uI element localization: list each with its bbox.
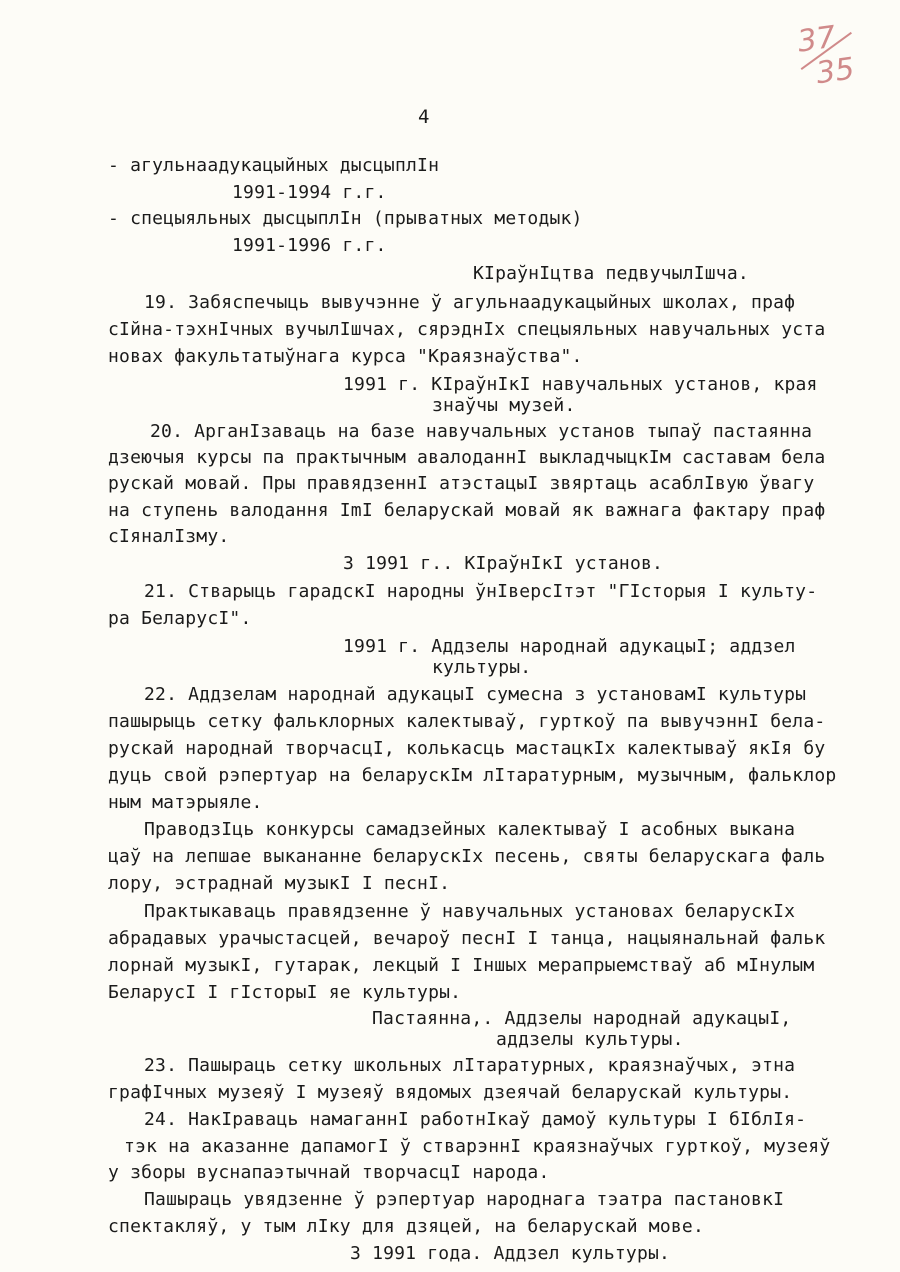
text-line: 21. Стварыць гарадскI народны ўнIверсIтэт "ГIсторыя I культу- xyxy=(144,581,818,602)
text-line: сIяналIзму. xyxy=(108,526,230,547)
text-line: 22. Аддзелам народнай адукацыI сумесна з установамI культуры xyxy=(144,684,807,705)
text-line: З 1991 г.. КIраўнIкI установ. xyxy=(343,553,664,574)
text-line: 1991-1994 г.г. xyxy=(232,182,387,203)
text-line: - агульнаадукацыйных дысцыплIн xyxy=(108,155,440,176)
text-line: культуры. xyxy=(432,657,532,678)
text-line: 24. НакIраваць намаганнI работнIкаў дамоў культуры I бIблIя- xyxy=(144,1109,807,1130)
text-line: графIчных музеяў I музеяў вядомых дзеячай беларускай культуры. xyxy=(108,1082,793,1103)
text-line: БеларусI I гIсторыI яе культуры. xyxy=(108,982,462,1003)
text-line: сIйна-тэхнIчных вучылIшчах, сярэднIх спецыяльных навучальных уста xyxy=(108,319,826,340)
text-line: знаўчы музей. xyxy=(432,395,576,416)
text-line: 20. АрганIзаваць на базе навучальных установ тыпаў пастаянна xyxy=(150,421,813,442)
text-line: 1991 г. КIраўнIкI навучальных установ, края xyxy=(343,374,818,395)
text-line: 23. Пашыраць сетку школьных лIтаратурных, краязнаўчых, этна xyxy=(144,1055,796,1076)
text-line: 1991 г. Аддзелы народнай адукацыI; аддзел xyxy=(343,636,796,657)
text-line: дзеючыя курсы па практычным авалоданнI выкладчыцкIм саставам бела xyxy=(108,447,826,468)
text-line: 1991-1996 г.г. xyxy=(232,235,387,256)
text-line: ра БеларусI". xyxy=(108,608,252,629)
text-line: Пашыраць увядзенне ў рэпертуар народнага тэатра пастановкI xyxy=(144,1189,785,1210)
text-line: Пастаянна,. Аддзелы народнай адукацыI, xyxy=(372,1008,792,1029)
text-line: - спецыяльных дысцыплIн (прыватных методык) xyxy=(108,208,583,229)
text-line: спектакляў, у тым лIку для дзяцей, на беларускай мове. xyxy=(108,1216,704,1237)
text-line: рускай народнай творчасцI, колькасць мастацкIх калектываў якIя бу xyxy=(108,738,826,759)
text-line: у зборы вуснапаэтычнай творчасцI народа. xyxy=(108,1162,550,1183)
text-line: на ступень валодання ImI беларускай мовай як важнага фактару праф xyxy=(108,500,826,521)
text-line: 19. Забяспечыць вывучэнне ў агульнаадукацыйных школах, праф xyxy=(144,292,796,313)
text-line: тэк на аказанне дапамогI ў стварэннI краязнаўчых гурткоў, музеяў xyxy=(124,1136,831,1157)
text-line: абрадавых урачыстасцей, вечароў песнI I танца, нацыянальнай фальк xyxy=(108,928,826,949)
text-line: новах факультатыўнага курса "Краязнаўства". xyxy=(108,346,583,367)
text-line: цаў на лепшае выкананне беларускIх песень, святы беларускага фаль xyxy=(108,846,826,867)
text-line: рускай мовай. Пры правядзеннI атэстацыI звяртаць асаблIвую ўвагу xyxy=(108,473,815,494)
text-line: лору, эстраднай музыкI I песнI. xyxy=(108,873,451,894)
text-line: дуць свой рэпертуар на беларускIм лIтаратурным, музычным, фальклор xyxy=(108,765,837,786)
text-line: лорнай музыкI, гутарак, лекцый I Iншых мерапрыемстваў аб мIнулым xyxy=(108,955,815,976)
text-line: пашырыць сетку фальклорных калектываў, гурткоў па вывучэннI бела- xyxy=(108,711,826,732)
sheet-number-old: 37 xyxy=(795,19,839,60)
sheet-number-new: 35 xyxy=(813,51,857,92)
text-line: КIраўнIцтва педвучылIшча. xyxy=(473,263,749,284)
archive-sheet-number xyxy=(796,19,857,94)
text-line: ПраводзIць конкурсы самадзейных калектываў I асобных выкана xyxy=(144,819,796,840)
text-line: Практыкаваць правядзенне ў навучальных установах беларускIх xyxy=(144,901,796,922)
text-line: аддзелы культуры. xyxy=(496,1029,684,1050)
text-line: З 1991 года. Аддзел культуры. xyxy=(350,1243,671,1264)
page-number: 4 xyxy=(418,106,430,128)
text-line: ным матэрыяле. xyxy=(108,792,263,813)
